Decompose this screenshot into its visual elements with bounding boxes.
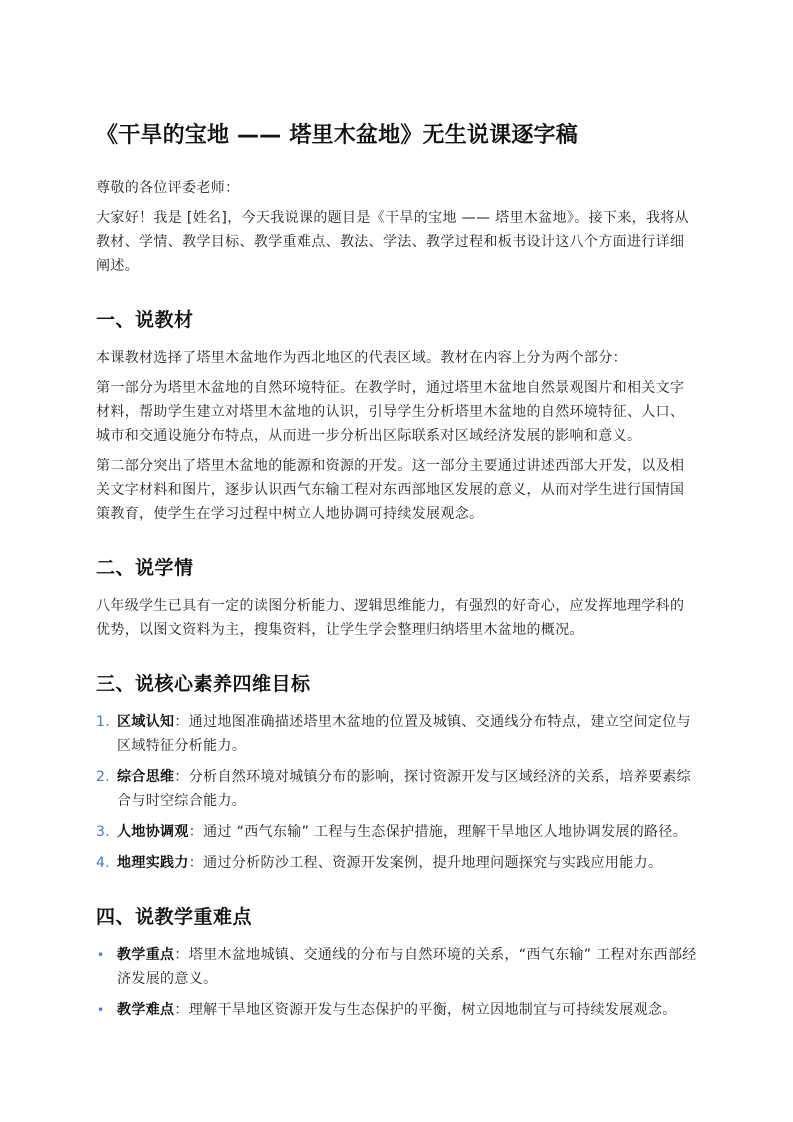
key-point-text: ：塔里木盆地城镇、交通线的分布与自然环境的关系，“西气东输” 工程对东西部经济发展的意义。 <box>117 947 697 987</box>
goal-term: 综合思维 <box>117 769 175 785</box>
intro-paragraph: 大家好！我是 [姓名]，今天我说课的题目是《干旱的宝地 —— 塔里木盆地》。接下来，我将从教材、学情、教学目标、教学重难点、教法、学法、教学过程和板书设计这八个方面进行详细阐述。 <box>96 210 690 274</box>
section-heading-students: 二、说学情 <box>96 557 194 579</box>
key-point-term: 教学重点 <box>117 947 175 963</box>
list-number: 4. <box>96 855 111 871</box>
section-heading-textbook: 一、说教材 <box>96 309 194 331</box>
goal-text: ：通过 “西气东输” 工程与生态保护措施，理解干旱地区人地协调发展的路径。 <box>188 824 688 840</box>
goal-text: ：通过分析防沙工程、资源开发案例，提升地理问题探究与实践应用能力。 <box>188 855 663 871</box>
document-title: 《干旱的宝地 —— 塔里木盆地》无生说课逐字稿 <box>96 123 578 148</box>
textbook-paragraph-1: 本课教材选择了塔里木盆地作为西北地区的代表区域。教材在内容上分为两个部分： <box>96 350 627 366</box>
key-point-text: ：理解干旱地区资源开发与生态保护的平衡，树立因地制宜与可持续发展观念。 <box>174 1002 677 1018</box>
goal-term: 人地协调观 <box>117 824 189 840</box>
goal-term: 区域认知 <box>117 714 175 730</box>
goal-item <box>96 851 697 875</box>
list-number: 3. <box>96 824 111 840</box>
key-point-item <box>96 943 697 991</box>
students-paragraph: 八年级学生已具有一定的读图分析能力、逻辑思维能力，有强烈的好奇心，应发挥地理学科的优势，以图文资料为主，搜集资料，让学生学会整理归纳塔里木盆地的概况。 <box>96 598 685 638</box>
goal-text: ：通过地图准确描述塔里木盆地的位置及城镇、交通线分布特点，建立空间定位与区域特征分析能力。 <box>117 714 692 754</box>
bullet-icon: • <box>97 948 105 962</box>
key-point-term: 教学难点 <box>117 1002 175 1018</box>
goal-item <box>96 820 697 844</box>
greeting-paragraph: 尊敬的各位评委老师： <box>96 180 240 196</box>
textbook-paragraph-2: 第一部分为塔里木盆地的自然环境特征。在教学时，通过塔里木盆地自然景观图片和相关文字材料，帮助学生建立对塔里木盆地的认识，引导学生分析塔里木盆地的自然环境特征、人口、城市和交通设施分布特点，从而进一步分析出区际联系对区域经济发展的影响和意义。 <box>96 380 685 444</box>
key-points-list <box>96 943 697 1022</box>
section-heading-goals: 三、说核心素养四维目标 <box>96 673 311 695</box>
goal-term: 地理实践力 <box>117 855 189 871</box>
list-number: 2. <box>96 769 111 785</box>
textbook-paragraph-3: 第二部分突出了塔里木盆地的能源和资源的开发。这一部分主要通过讲述西部大开发，以及相关文字材料和图片，逐步认识西气东输工程对东西部地区发展的意义，从而对学生进行国情国策教育，使学生在学习过程中树立人地协调可持续发展观念。 <box>96 458 685 522</box>
goal-item <box>96 710 697 758</box>
bullet-icon: • <box>97 1003 105 1017</box>
section-heading-key-points: 四、说教学重难点 <box>96 906 253 928</box>
goal-item <box>96 765 697 813</box>
goal-text: ：分析自然环境对城镇分布的影响，探讨资源开发与区域经济的关系，培养要素综合与时空综合能力。 <box>117 769 692 809</box>
goals-list <box>96 710 697 875</box>
key-point-item <box>96 998 697 1022</box>
list-number: 1. <box>96 714 111 730</box>
